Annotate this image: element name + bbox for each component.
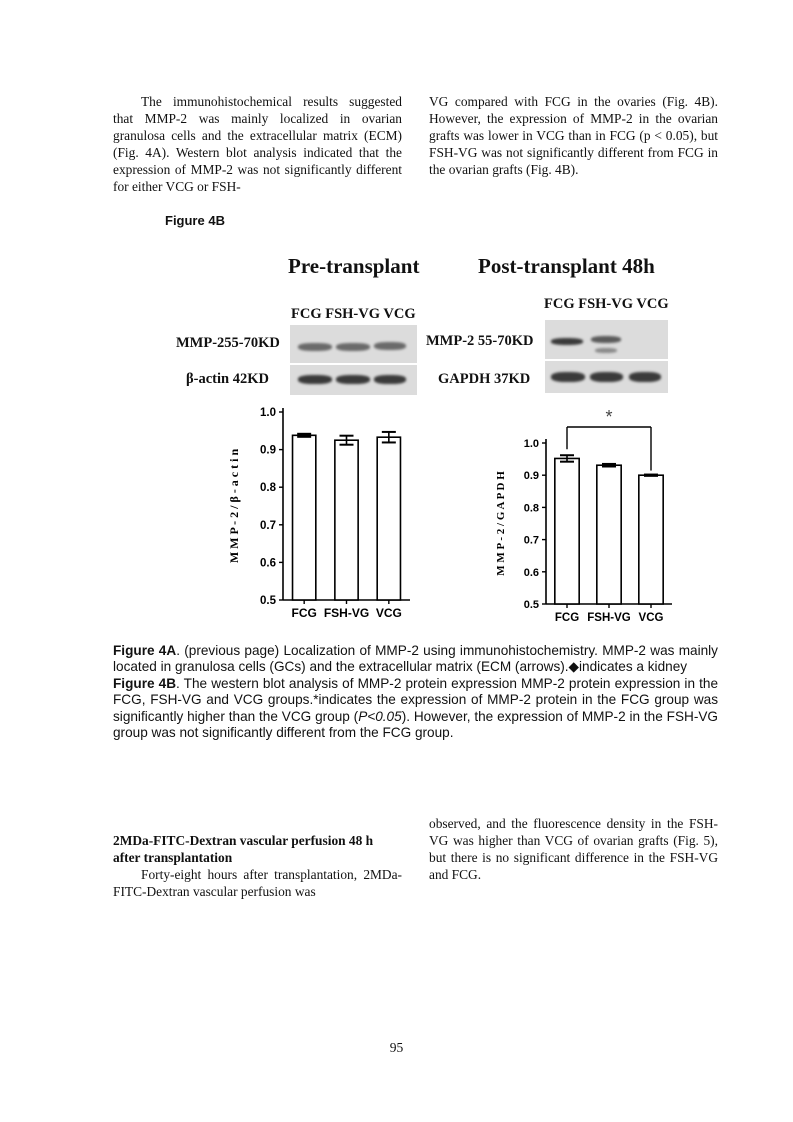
lane-labels-pre: FCG FSH-VG VCG — [291, 306, 416, 322]
x-tick-label: FSH-VG — [323, 606, 370, 620]
y-tick-label: 0.5 — [260, 595, 276, 607]
body-text-left-column-bottom — [113, 832, 402, 900]
bar — [377, 437, 400, 600]
y-tick-label: 1.0 — [260, 407, 276, 419]
bar — [555, 458, 579, 604]
y-tick-label: 0.6 — [260, 557, 276, 570]
perfusion-paragraph-right: observed, and the fluorescence density in the FSH-VG was higher than VCG of ovarian grafts (Fig. 5), but there is no significant difference in the FSH-VG and FCG. — [429, 816, 718, 883]
caption-fig4a — [113, 643, 718, 676]
caption-fig4b-text-2: ). However, the expression of MMP-2 in the FSH-VG group was not significantly different from the FCG group. — [113, 708, 718, 741]
figure-label: Figure 4B — [165, 213, 225, 228]
caption-fig4b-label: Figure 4B — [113, 675, 177, 691]
x-tick-label: VCG — [638, 612, 664, 624]
caption-fig4b-text-1: . The western blot analysis of MMP-2 protein expression MMP-2 protein expression in the FCG, FSH-VG and VCG groups.*indicates the expression of MMP-2 protein in the FCG group was significantly higher than the VCG group ( — [113, 675, 718, 724]
y-tick-label: 0.8 — [260, 482, 276, 495]
y-tick-label: 0.8 — [523, 502, 539, 515]
band-label-mmp2-post: MMP-2 55-70KD — [426, 333, 534, 349]
caption-fig4a-text: . (previous page) Localization of MMP-2 using immunohistochemistry. MMP-2 was mainly located in granulosa cells (GCs) and the extracellular matrix (ECM (arrows).◆indicates a kidney — [113, 643, 718, 675]
band-label-mmp2-pre: MMP-255-70KD — [176, 335, 280, 351]
chart-svg-pre — [220, 400, 450, 630]
chart-svg-post — [490, 407, 710, 630]
bar — [597, 465, 621, 604]
significance-star: * — [605, 407, 613, 427]
band-label-beta-actin: β-actin 42KD — [186, 371, 269, 387]
y-tick-label: 0.9 — [260, 444, 276, 457]
y-tick-label: 0.6 — [523, 566, 539, 579]
y-tick-label: 0.7 — [523, 534, 539, 547]
y-tick-label: 0.7 — [260, 519, 276, 532]
y-tick-label: 0.5 — [523, 599, 539, 611]
band-label-gapdh: GAPDH 37KD — [438, 371, 531, 387]
blot-image-actin-pre — [290, 365, 417, 395]
y-axis-label: M M P - 2 / G A P D H — [495, 471, 507, 576]
x-tick-label: FCG — [291, 606, 317, 620]
lane-labels-post: FCG FSH-VG VCG — [544, 296, 669, 312]
bar — [639, 475, 663, 604]
perfusion-paragraph-left: Forty-eight hours after transplantation, 2MDa-FITC-Dextran vascular perfusion was — [113, 867, 402, 900]
bar — [293, 435, 316, 600]
body-text-right-column — [429, 93, 718, 178]
caption-fig4b — [113, 676, 718, 742]
bar — [335, 440, 358, 600]
blot-title-post-transplant: Post-transplant 48h — [478, 254, 655, 278]
results-paragraph-left: The immunohistochemical results suggested that MMP-2 was mainly localized in ovarian granulosa cells and the extracellular matrix (ECM) (Fig. 4A). Western blot analysis indicated that the expression of MMP-2 was not significantly different for either VCG or FSH- — [113, 94, 402, 195]
x-tick-label: FCG — [554, 612, 580, 624]
caption-fig4a-label: Figure 4A — [113, 643, 177, 658]
section-heading: 2MDa-FITC-Dextran vascular perfusion 48 h after transplantation — [113, 833, 374, 866]
caption-fig4b-pvalue: P<0.05 — [358, 708, 402, 724]
results-paragraph-right: VG compared with FCG in the ovaries (Fig. 4B). However, the expression of MMP-2 in the ovarian grafts was lower in VCG than in FCG (p < 0.05), but FSH-VG was not significantly different from FCG in the ovarian grafts (Fig. 4B). — [429, 94, 718, 178]
figure-captions — [113, 643, 718, 741]
y-tick-label: 1.0 — [523, 438, 539, 450]
y-tick-label: 0.9 — [523, 470, 539, 483]
blot-title-pre-transplant: Pre-transplant — [288, 254, 420, 278]
x-tick-label: FSH-VG — [587, 612, 631, 624]
y-axis-label: M M P - 2 / β - a c t i n — [227, 448, 241, 564]
blot-image-mmp2-pre — [290, 325, 417, 363]
body-text-right-column-bottom — [429, 815, 718, 883]
x-tick-label: VCG — [375, 606, 402, 620]
blot-image-gapdh-post — [545, 361, 668, 393]
body-text-left-column — [113, 93, 402, 196]
blot-image-mmp2-post — [545, 320, 668, 359]
page-number: 95 — [389, 1040, 404, 1055]
